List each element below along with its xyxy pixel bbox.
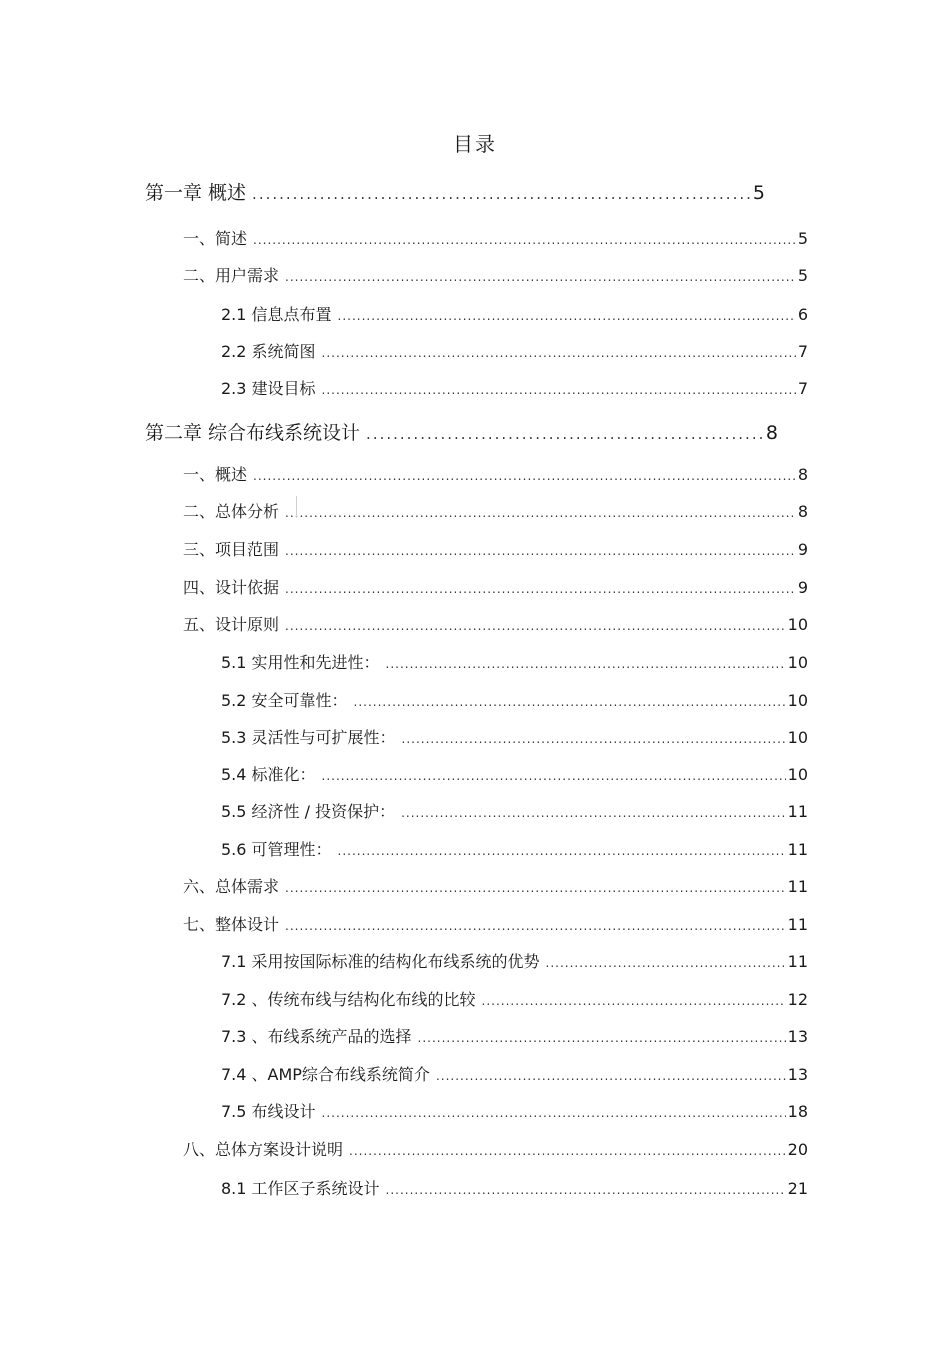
toc-entry-label: 7.5 布线设计 (221, 1102, 316, 1121)
toc-entry[interactable] (183, 1137, 808, 1160)
toc-entry-page: 11 (787, 952, 808, 971)
toc-leader-dots (436, 1069, 786, 1083)
toc-entry-page: 8 (765, 422, 778, 444)
toc-entry[interactable] (183, 226, 808, 249)
toc-entry-page: 9 (797, 578, 808, 597)
toc-leader-dots (285, 582, 796, 596)
toc-entry[interactable] (221, 650, 808, 673)
toc-entry[interactable] (221, 339, 808, 362)
toc-entry[interactable] (183, 874, 808, 897)
toc-entry-label: 7.4 、AMP综合布线系统简介 (221, 1065, 430, 1084)
toc-leader-dots (285, 544, 796, 558)
toc-entry-page: 21 (787, 1179, 808, 1198)
toc-entry-page: 10 (787, 653, 808, 672)
toc-entry[interactable] (183, 575, 808, 598)
toc-entry-label: 7.2 、传统布线与结构化布线的比较 (221, 990, 476, 1009)
toc-entry[interactable] (183, 462, 808, 485)
toc-entry-page: 11 (787, 915, 808, 934)
toc-leader-dots (285, 919, 786, 933)
toc-leader-dots (349, 1144, 786, 1158)
toc-entry[interactable] (183, 499, 808, 522)
toc-entry-label: 2.2 系统简图 (221, 342, 316, 361)
toc-entry-label: 2.3 建设目标 (221, 379, 316, 398)
toc-leader-dots (386, 657, 786, 671)
toc-entry[interactable] (221, 1176, 808, 1199)
toc-entry[interactable] (183, 537, 808, 560)
toc-leader-dots (322, 346, 796, 360)
toc-entry-label: 5.2 安全可靠性： (221, 691, 348, 710)
toc-entry-page: 11 (787, 877, 808, 896)
toc-entry-label: 六、总体需求 (183, 877, 280, 896)
toc-entry[interactable] (221, 376, 808, 399)
toc-leader-dots (418, 1031, 786, 1045)
toc-title: 目录 (453, 132, 497, 156)
toc-entry-label: 一、简述 (183, 229, 248, 248)
toc-entry-label: 二、总体分析 (183, 502, 280, 521)
toc-entry-label: 8.1 工作区子系统设计 (221, 1179, 380, 1198)
toc-entry-label: 七、整体设计 (183, 915, 280, 934)
toc-entry-page: 13 (787, 1065, 808, 1084)
toc-entry-label: 5.1 实用性和先进性： (221, 653, 380, 672)
toc-entry-page: 10 (787, 728, 808, 747)
toc-leader-dots (253, 469, 796, 483)
toc-entry[interactable] (145, 178, 765, 205)
toc-entry-page: 9 (797, 540, 808, 559)
toc-leader-dots (285, 881, 786, 895)
toc-entry-label: 5.6 可管理性： (221, 840, 332, 859)
toc-leader-dots (386, 1183, 786, 1197)
toc-entry[interactable] (221, 725, 808, 748)
toc-entry-page: 12 (787, 990, 808, 1009)
toc-entry[interactable] (221, 688, 808, 711)
toc-entry[interactable] (221, 302, 808, 325)
toc-entry[interactable] (221, 799, 808, 822)
toc-entry-label: 八、总体方案设计说明 (183, 1140, 344, 1159)
toc-leader-dots (366, 425, 764, 443)
toc-leader-dots (338, 309, 796, 323)
toc-entry-page: 5 (797, 266, 808, 285)
toc-entry[interactable] (221, 1062, 808, 1085)
toc-entry-label: 7.1 采用按国际标准的结构化布线系统的优势 (221, 952, 540, 971)
toc-leader-dots (401, 806, 786, 820)
toc-entry-label: 7.3 、布线系统产品的选择 (221, 1027, 412, 1046)
toc-entry-page: 11 (787, 802, 808, 821)
toc-entry-page: 5 (752, 182, 765, 204)
toc-entry-page: 10 (787, 615, 808, 634)
toc-leader-dots (402, 732, 786, 746)
toc-entry-page: 5 (797, 229, 808, 248)
toc-entry-label: 第一章 概述 (145, 182, 247, 204)
toc-entry-page: 8 (797, 465, 808, 484)
toc-leader-dots (253, 233, 796, 247)
toc-entry-label: 三、项目范围 (183, 540, 280, 559)
toc-leader-dots (285, 506, 796, 520)
toc-entry[interactable] (145, 418, 778, 445)
toc-leader-dots (482, 994, 786, 1008)
toc-entry[interactable] (221, 762, 808, 785)
toc-leader-dots (546, 956, 786, 970)
toc-entry-page: 11 (787, 840, 808, 859)
toc-leader-dots (285, 619, 786, 633)
toc-leader-dots (285, 270, 796, 284)
toc-entry-page: 18 (787, 1102, 808, 1121)
toc-entry-label: 第二章 综合布线系统设计 (145, 422, 361, 444)
toc-leader-dots (322, 383, 796, 397)
toc-entry[interactable] (183, 912, 808, 935)
toc-entry[interactable] (183, 612, 808, 635)
toc-entry[interactable] (221, 949, 808, 972)
toc-leader-dots (354, 695, 786, 709)
toc-entry-label: 5.4 标准化： (221, 765, 316, 784)
toc-entry[interactable] (183, 263, 808, 286)
toc-entry-page: 20 (787, 1140, 808, 1159)
toc-entry[interactable] (221, 1024, 808, 1047)
toc-entry-label: 5.3 灵活性与可扩展性： (221, 728, 396, 747)
toc-entry-page: 13 (787, 1027, 808, 1046)
toc-entry-label: 5.5 经济性 / 投资保护： (221, 802, 396, 821)
toc-entry-label: 四、设计依据 (183, 578, 280, 597)
toc-entry-page: 10 (787, 765, 808, 784)
toc-entry[interactable] (221, 1099, 808, 1122)
toc-entry[interactable] (221, 837, 808, 860)
toc-leader-dots (338, 844, 786, 858)
toc-entry-label: 一、概述 (183, 465, 248, 484)
toc-entry-page: 10 (787, 691, 808, 710)
text-cursor-mark (296, 496, 297, 518)
toc-entry-page: 8 (797, 502, 808, 521)
toc-entry-label: 二、用户需求 (183, 266, 280, 285)
toc-entry-label: 五、设计原则 (183, 615, 280, 634)
toc-entry-page: 7 (797, 379, 808, 398)
toc-leader-dots (322, 769, 786, 783)
toc-entry-page: 7 (797, 342, 808, 361)
toc-entry-page: 6 (797, 305, 808, 324)
toc-leader-dots (252, 185, 751, 203)
toc-entry[interactable] (221, 987, 808, 1010)
toc-leader-dots (322, 1106, 786, 1120)
toc-entry-label: 2.1 信息点布置 (221, 305, 332, 324)
